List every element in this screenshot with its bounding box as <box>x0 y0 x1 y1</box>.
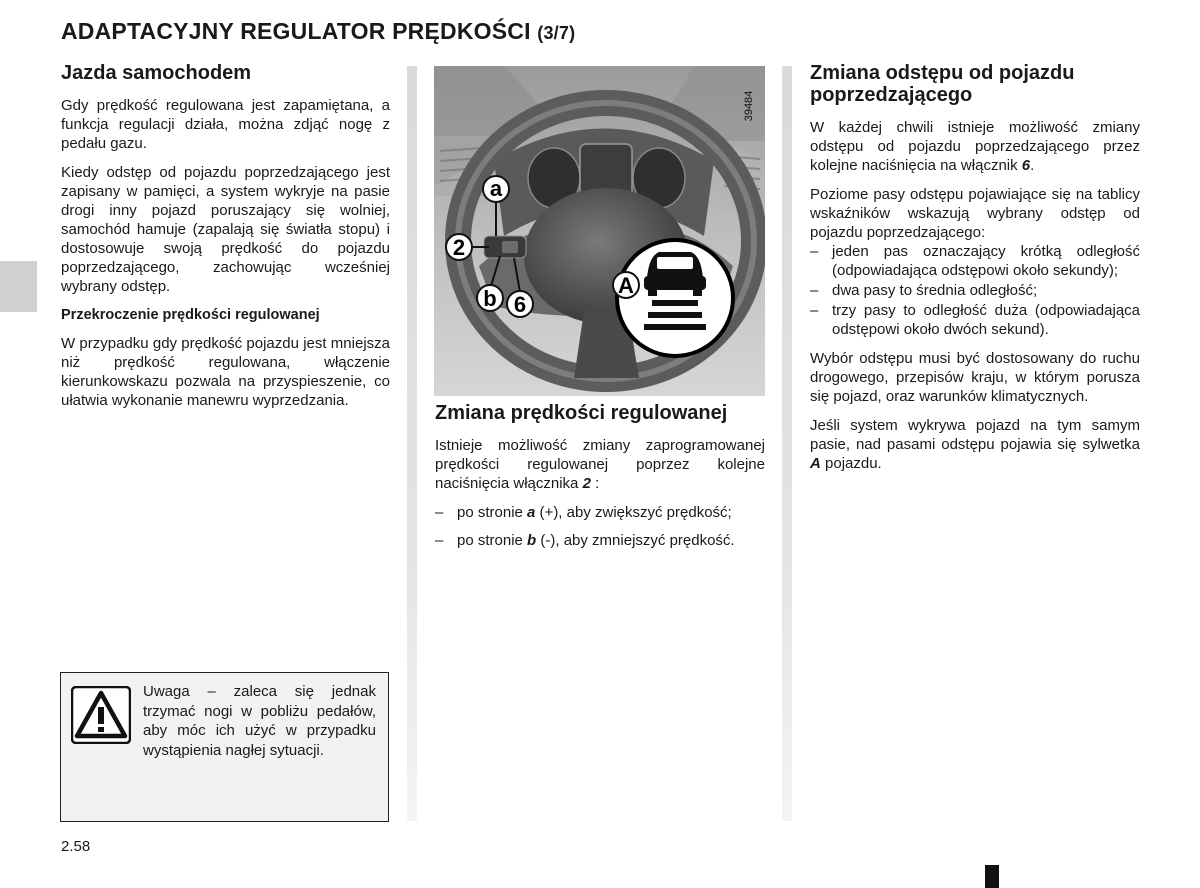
middle-heading: Zmiana prędkości regulowanej <box>435 402 728 424</box>
label-6: 6 <box>513 292 527 317</box>
list-item <box>435 503 765 522</box>
warning-text: Uwaga – zaleca się jednak trzymać nogi w pobliżu pedałów, aby móc ich użyć w przypadku wystąpienia nagłej sytuacji. <box>143 683 376 759</box>
column-divider-left <box>407 66 417 821</box>
right-para-2: Poziome pasy odstępu pojawiające się na tablicy wskaźników wskazują wybrany odstęp od pojazdu poprzedzającego: <box>810 186 1140 241</box>
right-para-1-end: . <box>1030 157 1035 174</box>
middle-intro-text: Istnieje możliwość zmiany zaprogramowanej prędkości regulowanej poprzez kolejne naciśnięcia włącznika <box>435 437 765 492</box>
right-column <box>810 62 1140 483</box>
label-a: a <box>489 176 503 201</box>
right-para-3: Wybór odstępu musi być dostosowany do ruchu drogowego, przepisów kraju, w którym porusza się pojazd, oraz warunków klimatycznych. <box>810 350 1140 405</box>
left-column <box>61 62 390 420</box>
left-para-1: Gdy prędkość regulowana jest zapamiętana, a funkcja regulacji działa, można zdjąć nogę z pedału gazu. <box>61 97 390 152</box>
middle-intro <box>435 436 765 493</box>
left-subheading: Przekroczenie prędkości regulowanej <box>61 307 320 323</box>
page-title-part: (3/7) <box>537 23 576 43</box>
corner-mark <box>985 865 999 888</box>
page-title <box>61 18 575 45</box>
list-item <box>435 531 765 550</box>
list-item: – dwa pasy to średnia odległość; <box>810 281 1140 300</box>
right-para-1-text: W każdej chwili istnieje możliwość zmiany odstępu od pojazdu poprzedzającego przez kolejne naciśnięcia na włącznik <box>810 119 1140 174</box>
middle-intro-end: : <box>590 475 600 492</box>
figure-ref: 39484 <box>743 90 755 122</box>
right-para-4-text: Jeśli system wykrywa pojazd na tym samym pasie, nad pasami odstępu pojawia się sylwetka <box>810 417 1140 453</box>
section-tab <box>0 261 37 312</box>
warning-box <box>60 672 389 822</box>
label-b: b <box>483 286 497 311</box>
right-heading: Zmiana odstępu od pojazdu poprzedzającego <box>810 62 1075 106</box>
item-key: b <box>527 532 537 549</box>
page-number: 2.58 <box>61 838 91 855</box>
item-text: (+), aby zwiększyć prędkość; <box>535 504 732 521</box>
right-para-1-key: 6 <box>1021 157 1031 174</box>
right-list <box>810 242 1140 339</box>
list-item: – jeden pas oznaczający krótką odległość (odpowiadająca odstępowi około sekundy); <box>810 242 1140 280</box>
right-para-4 <box>810 416 1140 473</box>
item-text: po stronie <box>457 532 528 549</box>
item-key: a <box>527 504 536 521</box>
item-text: (-), aby zmniejszyć prędkość. <box>536 532 735 549</box>
right-para-1 <box>810 118 1140 175</box>
middle-intro-key: 2 <box>582 475 591 492</box>
page-title-text: ADAPTACYJNY REGULATOR PRĘDKOŚCI <box>61 18 531 44</box>
left-heading: Jazda samochodem <box>61 62 252 84</box>
middle-list <box>435 503 765 550</box>
label-A: A <box>618 273 634 298</box>
steering-wheel-figure <box>434 66 765 396</box>
left-para-2: Kiedy odstęp od pojazdu poprzedzającego jest zapisany w pamięci, a system wykryje na pasie drogi inny pojazd poruszający się wolniej, samochód hamuje (zapalają się światła stopu) i dostosowuje swoją prędkość do pojazdu poprzedzającego, zachowując wcześniej wybrany odstęp. <box>61 164 390 295</box>
list-item: – trzy pasy to odległość duża (odpowiadająca odstępowi około dwóch sekund). <box>810 301 1140 339</box>
left-para-3: W przypadku gdy prędkość pojazdu jest mniejsza niż prędkość regulowana, włączenie kierunkowskazu pozwala na przyspieszenie, co ułatwia wykonanie manewru wyprzedzania. <box>61 335 390 409</box>
middle-column <box>435 402 765 560</box>
right-para-4-key: A <box>810 455 821 472</box>
right-para-4-end: pojazdu. <box>820 455 882 472</box>
label-2: 2 <box>452 235 466 260</box>
column-divider-right <box>782 66 792 821</box>
item-text: po stronie <box>457 504 528 521</box>
